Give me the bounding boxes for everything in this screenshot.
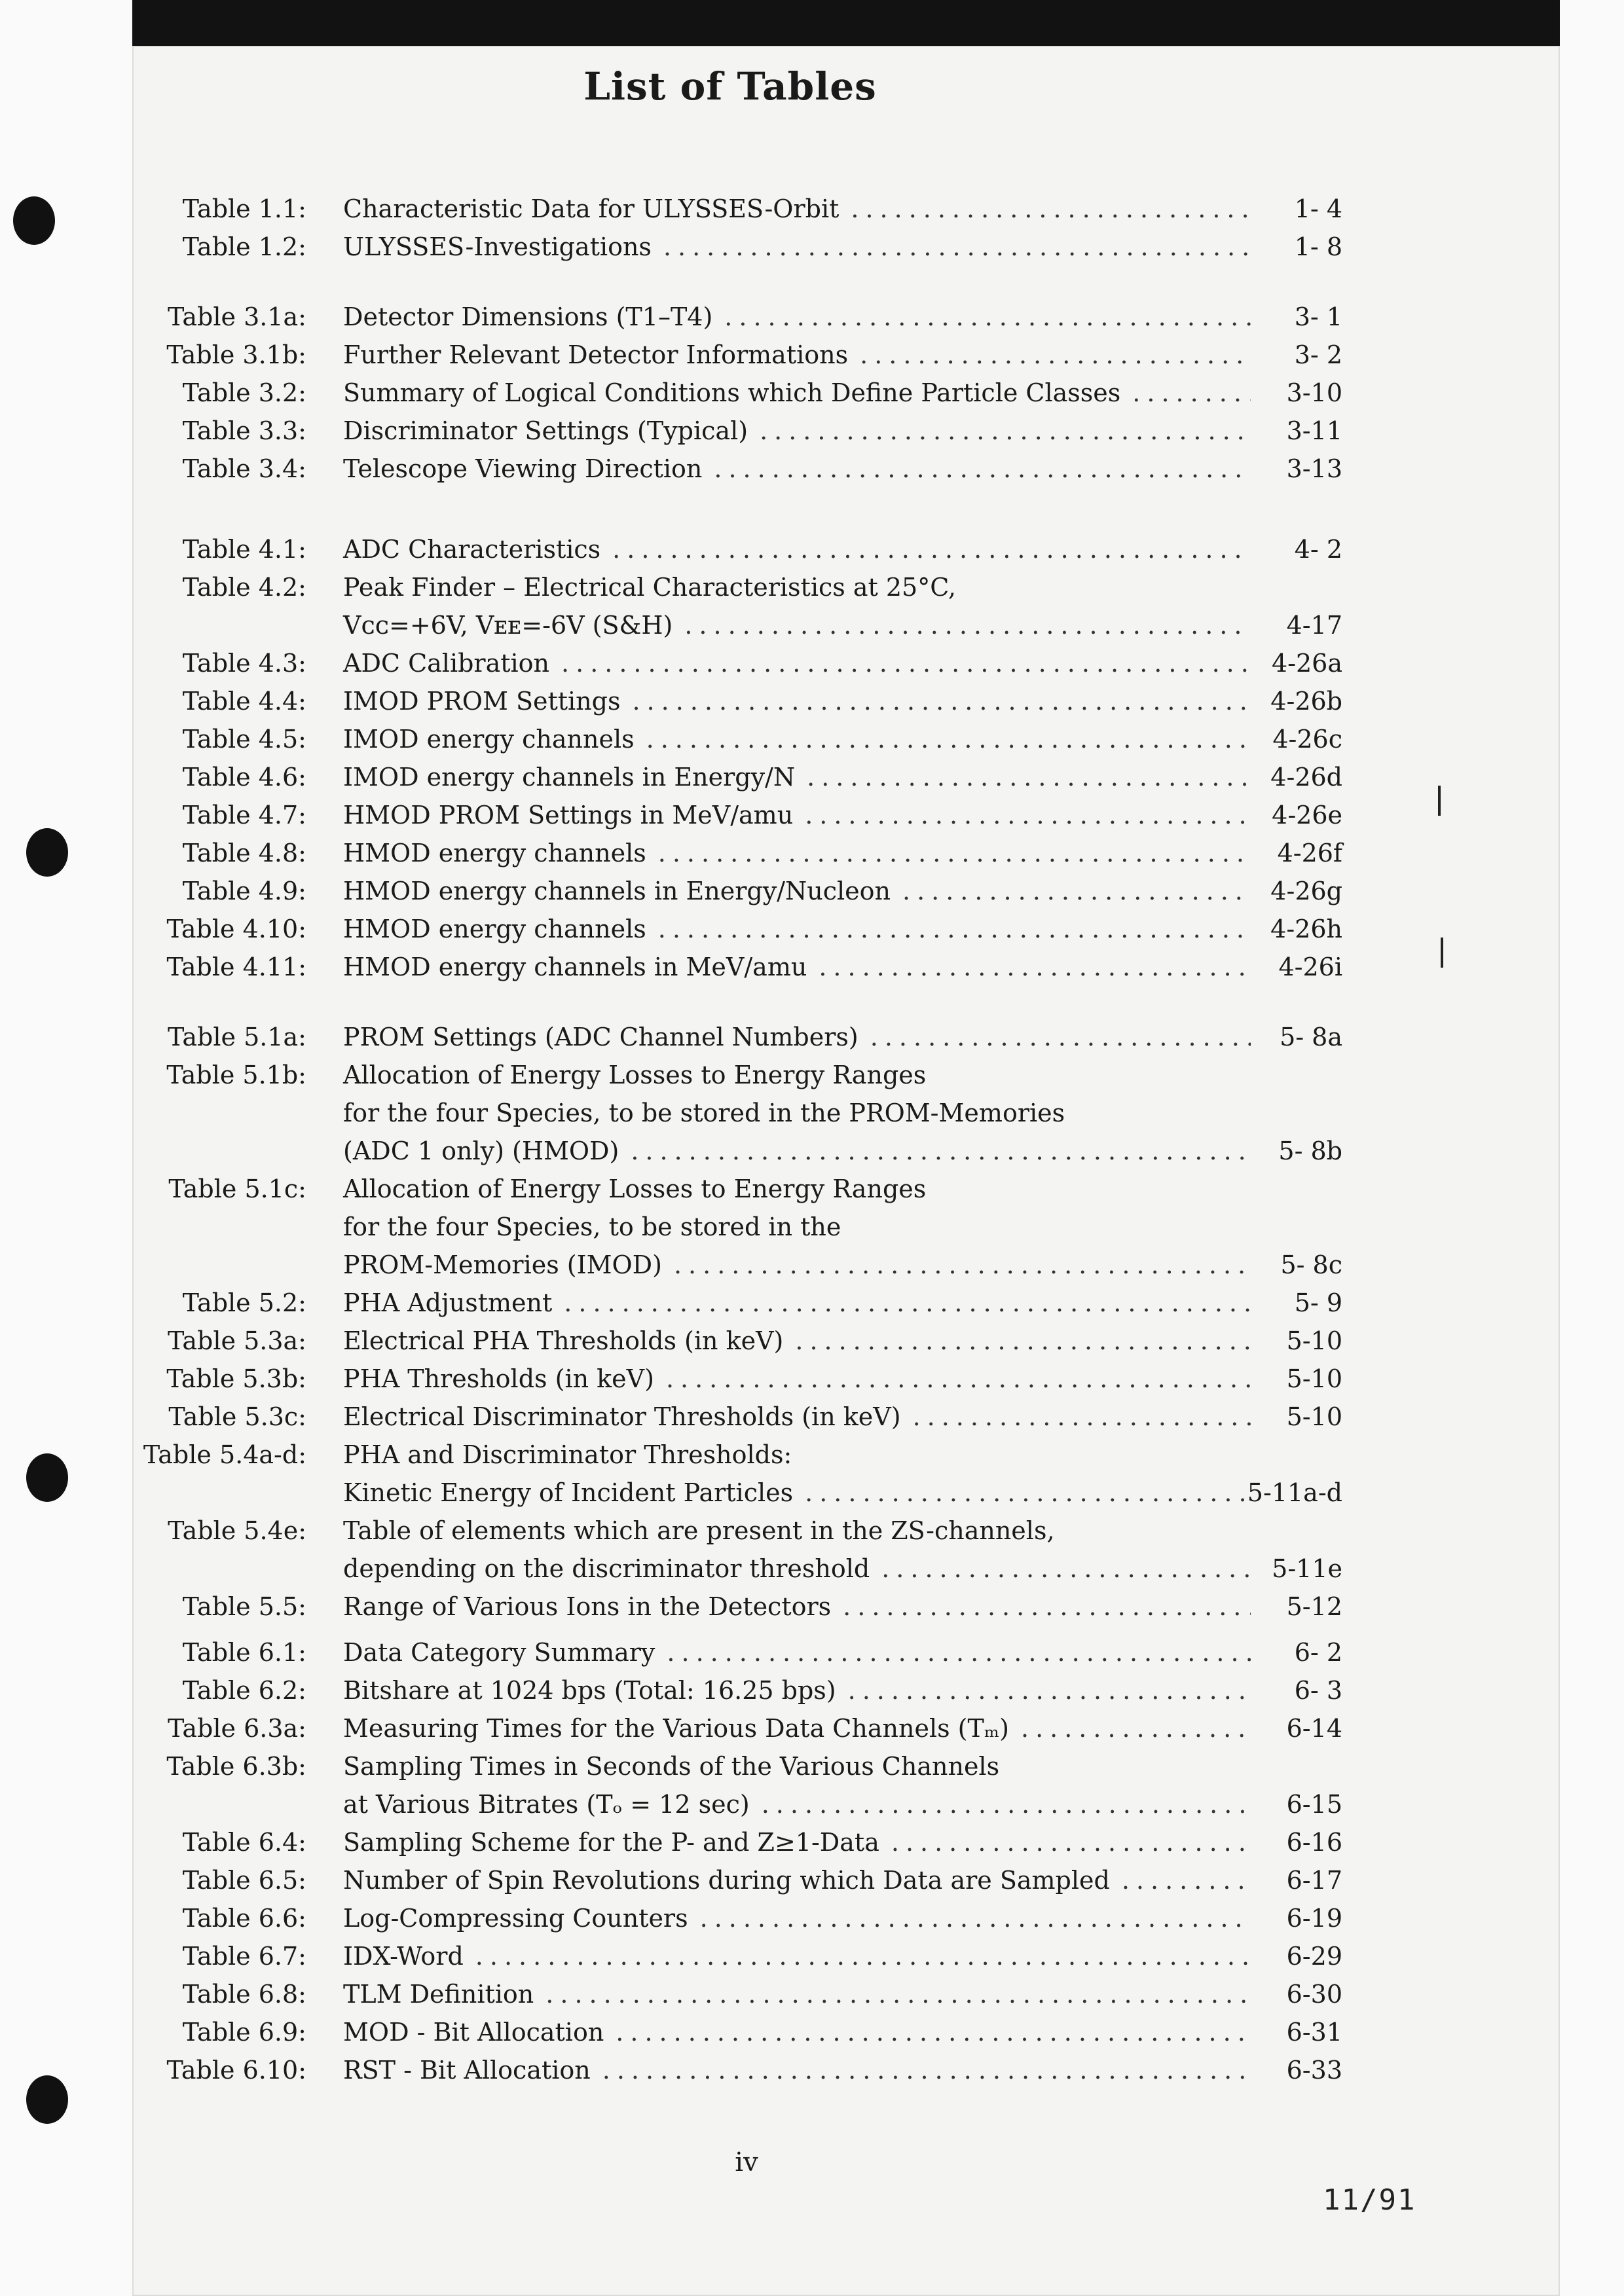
dot-leader <box>631 1132 1251 1170</box>
toc-entry-label: Table 6.9: <box>182 2018 306 2047</box>
dot-leader <box>870 1018 1251 1056</box>
toc-entry <box>0 450 1460 488</box>
toc-entry <box>0 298 1460 336</box>
toc-entry-caption-text: Electrical PHA Thresholds (in keV) <box>343 1326 784 1355</box>
toc-entry-caption <box>343 758 1263 796</box>
scan-top-border <box>0 0 1624 46</box>
toc-entry-caption-text: HMOD energy channels in MeV/amu <box>343 953 807 981</box>
toc-entry-caption-text: HMOD PROM Settings in MeV/amu <box>343 801 794 829</box>
toc-entry-caption <box>343 336 1263 374</box>
toc-entry-caption-text: PHA Thresholds (in keV) <box>343 1364 654 1393</box>
toc-entry-label: Table 4.10: <box>166 915 306 943</box>
toc-entry-page: 3- 2 <box>1294 340 1342 369</box>
toc-entry-caption: Sampling Times in Seconds of the Various Channels <box>343 1752 1000 1781</box>
toc-entry <box>0 1975 1460 2013</box>
toc-entry <box>0 796 1460 834</box>
toc-entry <box>0 1284 1460 1322</box>
toc-entry-caption-text: Sampling Scheme for the P- and Z≥1-Data <box>343 1828 879 1857</box>
toc-entry-caption <box>343 1975 1263 2013</box>
toc-entry-caption <box>343 910 1263 948</box>
toc-entry-label: Table 6.4: <box>182 1828 306 1857</box>
toc-entry <box>0 1056 1460 1170</box>
toc-entry-page: 4-26a <box>1271 649 1342 678</box>
toc-entry <box>0 336 1460 374</box>
page-title: List of Tables <box>583 64 877 109</box>
dot-leader <box>913 1398 1251 1436</box>
toc-entry-caption <box>343 1588 1263 1626</box>
toc-entry-page: 6-16 <box>1286 1828 1342 1857</box>
toc-entry-caption-text: Log-Compressing Counters <box>343 1904 688 1933</box>
dot-leader <box>658 834 1251 872</box>
toc-entry-label: Table 3.3: <box>182 416 306 445</box>
toc-entry-label: Table 4.6: <box>182 763 306 792</box>
toc-entry-caption-text: HMOD energy channels <box>343 915 646 943</box>
toc-entry-label: Table 6.1: <box>182 1638 306 1667</box>
toc-entry <box>0 1709 1460 1747</box>
date-stamp: 11/91 <box>1323 2183 1416 2217</box>
toc-entry-caption <box>343 1360 1263 1398</box>
toc-entry-page: 6-29 <box>1286 1942 1342 1971</box>
dot-leader <box>843 1588 1251 1626</box>
toc-entry-caption <box>343 1550 1263 1588</box>
scan-right-margin <box>1560 0 1624 2296</box>
toc-entry-label: Table 6.3a: <box>168 1714 306 1743</box>
toc-entry-page: 6-14 <box>1286 1714 1342 1743</box>
dot-leader <box>632 682 1251 720</box>
toc-entry <box>0 1398 1460 1436</box>
toc-entry-page: 5-10 <box>1286 1402 1342 1431</box>
dot-leader <box>807 758 1251 796</box>
toc-entry-label: Table 6.6: <box>182 1904 306 1933</box>
toc-entry-page: 6-17 <box>1286 1866 1342 1895</box>
toc-entry-caption <box>343 1823 1263 1861</box>
toc-entry-label: Table 5.1c: <box>168 1175 306 1203</box>
toc-entry <box>0 1633 1460 1671</box>
toc-entry <box>0 1588 1460 1626</box>
toc-entry-label: Table 4.3: <box>182 649 306 678</box>
toc-entry-caption-text: Electrical Discriminator Thresholds (in keV) <box>343 1402 901 1431</box>
toc-entry-label: Table 6.10: <box>166 2056 306 2085</box>
toc-entry <box>0 1018 1460 1056</box>
toc-entry-caption <box>343 1018 1263 1056</box>
dot-leader <box>805 1474 1251 1512</box>
toc-entry-page: 5-10 <box>1286 1326 1342 1355</box>
toc-entry-page: 4-26b <box>1270 687 1342 716</box>
toc-entry <box>0 834 1460 872</box>
toc-entry-page: 5-10 <box>1286 1364 1342 1393</box>
toc-entry-label: Table 6.7: <box>182 1942 306 1971</box>
dot-leader <box>674 1246 1251 1284</box>
toc-entry <box>0 2013 1460 2051</box>
toc-entry-caption: Allocation of Energy Losses to Energy Ranges <box>343 1061 927 1089</box>
toc-entry-caption-text: Characteristic Data for ULYSSES-Orbit <box>343 194 840 223</box>
toc-entry-caption-text: ADC Calibration <box>343 649 550 678</box>
toc-entry-label: Table 4.8: <box>182 839 306 867</box>
dot-leader <box>881 1550 1251 1588</box>
toc-entry-label: Table 5.3c: <box>168 1402 306 1431</box>
toc-entry-page: 6-15 <box>1286 1790 1342 1819</box>
toc-entry <box>0 190 1460 228</box>
toc-entry-page: 5- 9 <box>1294 1288 1342 1317</box>
toc-entry <box>0 1747 1460 1823</box>
toc-entry-page: 6- 3 <box>1294 1676 1342 1705</box>
toc-entry-page: 5-11e <box>1272 1554 1342 1583</box>
toc-entry-caption-text: IMOD PROM Settings <box>343 687 621 716</box>
dot-leader <box>795 1322 1251 1360</box>
toc-entry-caption-text: Telescope Viewing Direction <box>343 454 703 483</box>
toc-entry-page: 3-10 <box>1286 378 1342 407</box>
toc-entry-caption-text: HMOD energy channels <box>343 839 646 867</box>
toc-entry-label: Table 5.4a-d: <box>143 1440 306 1469</box>
dot-leader <box>762 1785 1251 1823</box>
toc-entry-caption <box>343 228 1263 266</box>
dot-leader <box>564 1284 1251 1322</box>
toc-entry <box>0 1170 1460 1284</box>
toc-entry-caption <box>343 1785 1263 1823</box>
toc-entry-caption-text: Kinetic Energy of Incident Particles <box>343 1478 794 1507</box>
toc-entry <box>0 948 1460 986</box>
toc-entry-caption: PHA and Discriminator Thresholds: <box>343 1440 792 1469</box>
toc-entry-label: Table 4.5: <box>182 725 306 754</box>
toc-entry-caption: Allocation of Energy Losses to Energy Ranges <box>343 1175 927 1203</box>
toc-entry-caption-text: (ADC 1 only) (HMOD) <box>343 1137 619 1165</box>
dot-leader <box>646 720 1251 758</box>
toc-entry-label: Table 3.2: <box>182 378 306 407</box>
toc-entry-label: Table 4.2: <box>182 573 306 602</box>
toc-entry-caption <box>343 644 1263 682</box>
dot-leader <box>561 644 1251 682</box>
toc-entry-label: Table 3.4: <box>182 454 306 483</box>
toc-entry-label: Table 3.1b: <box>166 340 306 369</box>
toc-entry-label: Table 5.1b: <box>166 1061 306 1089</box>
toc-entry <box>0 1861 1460 1899</box>
dot-leader <box>860 336 1251 374</box>
dot-leader <box>658 910 1251 948</box>
toc-entry-page: 5-11a-d <box>1247 1478 1342 1507</box>
toc-entry-caption: for the four Species, to be stored in the PROM-Memories <box>343 1099 1065 1127</box>
toc-entry-caption <box>343 682 1263 720</box>
dot-leader <box>819 948 1251 986</box>
toc-entry-caption <box>343 298 1263 336</box>
dot-leader <box>616 2013 1251 2051</box>
toc-entry-caption-text: ADC Characteristics <box>343 535 601 564</box>
toc-entry-caption <box>343 2051 1263 2089</box>
toc-entry-caption-text: PROM Settings (ADC Channel Numbers) <box>343 1023 858 1051</box>
dot-leader <box>902 872 1251 910</box>
toc-entry-caption: for the four Species, to be stored in the <box>343 1212 841 1241</box>
toc-entry <box>0 1436 1460 1512</box>
toc-entry-caption <box>343 374 1263 412</box>
toc-entry-page: 4-26c <box>1272 725 1342 754</box>
dot-leader <box>663 228 1251 266</box>
toc-entry-caption <box>343 190 1263 228</box>
toc-entry-page: 6-19 <box>1286 1904 1342 1933</box>
toc-entry-label: Table 5.3a: <box>168 1326 306 1355</box>
toc-entry <box>0 412 1460 450</box>
toc-entry-caption: Peak Finder – Electrical Characteristics at 25°C, <box>343 573 956 602</box>
toc-entry-page: 6-33 <box>1286 2056 1342 2085</box>
toc-entry-caption <box>343 1284 1263 1322</box>
toc-entry-page: 4-26h <box>1270 915 1342 943</box>
toc-entry-caption <box>343 1398 1263 1436</box>
toc-entry-page: 1- 8 <box>1294 232 1342 261</box>
dot-leader <box>1122 1861 1251 1899</box>
toc-entry-page: 3-13 <box>1286 454 1342 483</box>
toc-entry-caption <box>343 1671 1263 1709</box>
toc-entry-caption-text: Range of Various Ions in the Detectors <box>343 1592 832 1621</box>
toc-entry-caption-text: Number of Spin Revolutions during which Data are Sampled <box>343 1866 1110 1895</box>
toc-entry-caption <box>343 1246 1263 1284</box>
toc-entry-caption-text: ULYSSES-Investigations <box>343 232 652 261</box>
toc-entry-caption <box>343 1474 1263 1512</box>
toc-entry-label: Table 1.2: <box>182 232 306 261</box>
toc-entry-caption <box>343 530 1263 568</box>
toc-entry-caption-text: Data Category Summary <box>343 1638 655 1667</box>
toc-entry-label: Table 4.1: <box>182 535 306 564</box>
toc-entry-page: 5- 8a <box>1280 1023 1342 1051</box>
dot-leader <box>612 530 1251 568</box>
dot-leader <box>545 1975 1251 2013</box>
toc-entry <box>0 228 1460 266</box>
toc-entry <box>0 530 1460 568</box>
toc-entry-label: Table 6.5: <box>182 1866 306 1895</box>
toc-entry-page: 6- 2 <box>1294 1638 1342 1667</box>
toc-entry-caption <box>343 606 1263 644</box>
toc-entry-caption-text: at Various Bitrates (Tₒ = 12 sec) <box>343 1790 750 1819</box>
toc-entry-caption <box>343 834 1263 872</box>
dot-leader <box>666 1360 1251 1398</box>
toc-entry <box>0 374 1460 412</box>
toc-entry-caption-text: Detector Dimensions (T1–T4) <box>343 302 713 331</box>
toc-entry <box>0 2051 1460 2089</box>
toc-entry-page: 4-26e <box>1272 801 1342 829</box>
dot-leader <box>805 796 1251 834</box>
toc-entry-caption-text: IMOD energy channels in Energy/N <box>343 763 796 792</box>
toc-entry <box>0 1671 1460 1709</box>
toc-entry <box>0 758 1460 796</box>
dot-leader <box>700 1899 1251 1937</box>
toc-entry-page: 3- 1 <box>1294 302 1342 331</box>
dot-leader <box>684 606 1251 644</box>
toc-entry-label: Table 4.9: <box>182 877 306 905</box>
toc-entry-label: Table 6.2: <box>182 1676 306 1705</box>
toc-entry-page: 4-26i <box>1278 953 1342 981</box>
dot-leader <box>724 298 1251 336</box>
toc-entry-caption <box>343 1322 1263 1360</box>
toc-entry <box>0 682 1460 720</box>
toc-entry-page: 6-31 <box>1286 2018 1342 2047</box>
toc-entry-caption <box>343 720 1263 758</box>
toc-entry <box>0 1937 1460 1975</box>
dot-leader <box>760 412 1251 450</box>
toc-entry <box>0 568 1460 644</box>
page-folio: iv <box>735 2147 758 2178</box>
dot-leader <box>891 1823 1251 1861</box>
toc-entry-caption-text: Vᴄᴄ=+6V, Vᴇᴇ=-6V (S&H) <box>343 611 673 640</box>
dot-leader <box>714 450 1251 488</box>
toc-entry-label: Table 6.8: <box>182 1980 306 2009</box>
toc-entry-page: 3-11 <box>1286 416 1342 445</box>
toc-entry-label: Table 1.1: <box>182 194 306 223</box>
toc-entry-caption-text: MOD - Bit Allocation <box>343 2018 604 2047</box>
toc-entry-caption <box>343 1709 1263 1747</box>
toc-entry-label: Table 3.1a: <box>168 302 306 331</box>
toc-entry-caption <box>343 412 1263 450</box>
toc-entry-caption-text: RST - Bit Allocation <box>343 2056 591 2085</box>
toc-entry <box>0 644 1460 682</box>
dot-leader <box>1132 374 1251 412</box>
dot-leader <box>475 1937 1251 1975</box>
toc-entry-caption-text: Discriminator Settings (Typical) <box>343 416 748 445</box>
dot-leader <box>1021 1709 1251 1747</box>
toc-entry-caption-text: PROM-Memories (IMOD) <box>343 1250 662 1279</box>
toc-entry-label: Table 5.4e: <box>168 1516 306 1545</box>
toc-entry-caption <box>343 2013 1263 2051</box>
toc-entry-page: 1- 4 <box>1294 194 1342 223</box>
toc-entry-page: 4-26f <box>1277 839 1342 867</box>
toc-entry-caption: Table of elements which are present in the ZS-channels, <box>343 1516 1055 1545</box>
toc-entry-label: Table 4.7: <box>182 801 306 829</box>
toc-entry-caption-text: Bitshare at 1024 bps (Total: 16.25 bps) <box>343 1676 836 1705</box>
toc-entry-page: 4-26d <box>1270 763 1342 792</box>
dot-leader <box>667 1633 1251 1671</box>
toc-entry-page: 5- 8c <box>1280 1250 1342 1279</box>
toc-entry-page: 6-30 <box>1286 1980 1342 2009</box>
toc-entry-caption-text: depending on the discriminator threshold <box>343 1554 870 1583</box>
toc-entry-caption <box>343 1899 1263 1937</box>
toc-entry-caption-text: TLM Definition <box>343 1980 534 2009</box>
toc-entry-caption <box>343 1861 1263 1899</box>
toc-entry-caption <box>343 450 1263 488</box>
toc-entry-caption <box>343 1132 1263 1170</box>
toc-entry <box>0 1899 1460 1937</box>
toc-entry-caption-text: HMOD energy channels in Energy/Nucleon <box>343 877 891 905</box>
toc-entry-caption-text: PHA Adjustment <box>343 1288 553 1317</box>
toc-entry-page: 4-26g <box>1270 877 1342 905</box>
toc-entry-caption-text: Further Relevant Detector Informations <box>343 340 849 369</box>
toc-entry-caption <box>343 796 1263 834</box>
dot-leader <box>848 1671 1251 1709</box>
toc-entry <box>0 1512 1460 1588</box>
toc-entry-caption <box>343 948 1263 986</box>
toc-entry-label: Table 4.11: <box>166 953 306 981</box>
toc-entry <box>0 1322 1460 1360</box>
toc-entry <box>0 1360 1460 1398</box>
toc-entry-label: Table 5.3b: <box>166 1364 306 1393</box>
toc-entry-page: 5- 8b <box>1278 1137 1342 1165</box>
toc-entry-caption-text: IDX-Word <box>343 1942 464 1971</box>
toc-entry-caption <box>343 872 1263 910</box>
dot-leader <box>602 2051 1251 2089</box>
toc-entry-page: 4-17 <box>1286 611 1342 640</box>
toc-entry-label: Table 5.2: <box>182 1288 306 1317</box>
toc-entry <box>0 872 1460 910</box>
toc-entry <box>0 1823 1460 1861</box>
toc-entry <box>0 910 1460 948</box>
toc-entry-page: 5-12 <box>1286 1592 1342 1621</box>
toc-entry-caption <box>343 1633 1263 1671</box>
dot-leader <box>851 190 1251 228</box>
toc-entry-caption-text: Summary of Logical Conditions which Define Particle Classes <box>343 378 1121 407</box>
toc-entry-label: Table 6.3b: <box>166 1752 306 1781</box>
toc-entry-label: Table 4.4: <box>182 687 306 716</box>
toc-entry-page: 4- 2 <box>1294 535 1342 564</box>
toc-entry-caption <box>343 1937 1263 1975</box>
toc-entry-caption-text: Measuring Times for the Various Data Channels (Tₘ) <box>343 1714 1009 1743</box>
toc-entry-label: Table 5.5: <box>182 1592 306 1621</box>
toc-entry <box>0 720 1460 758</box>
toc-entry-caption-text: IMOD energy channels <box>343 725 635 754</box>
toc-entry-label: Table 5.1a: <box>168 1023 306 1051</box>
